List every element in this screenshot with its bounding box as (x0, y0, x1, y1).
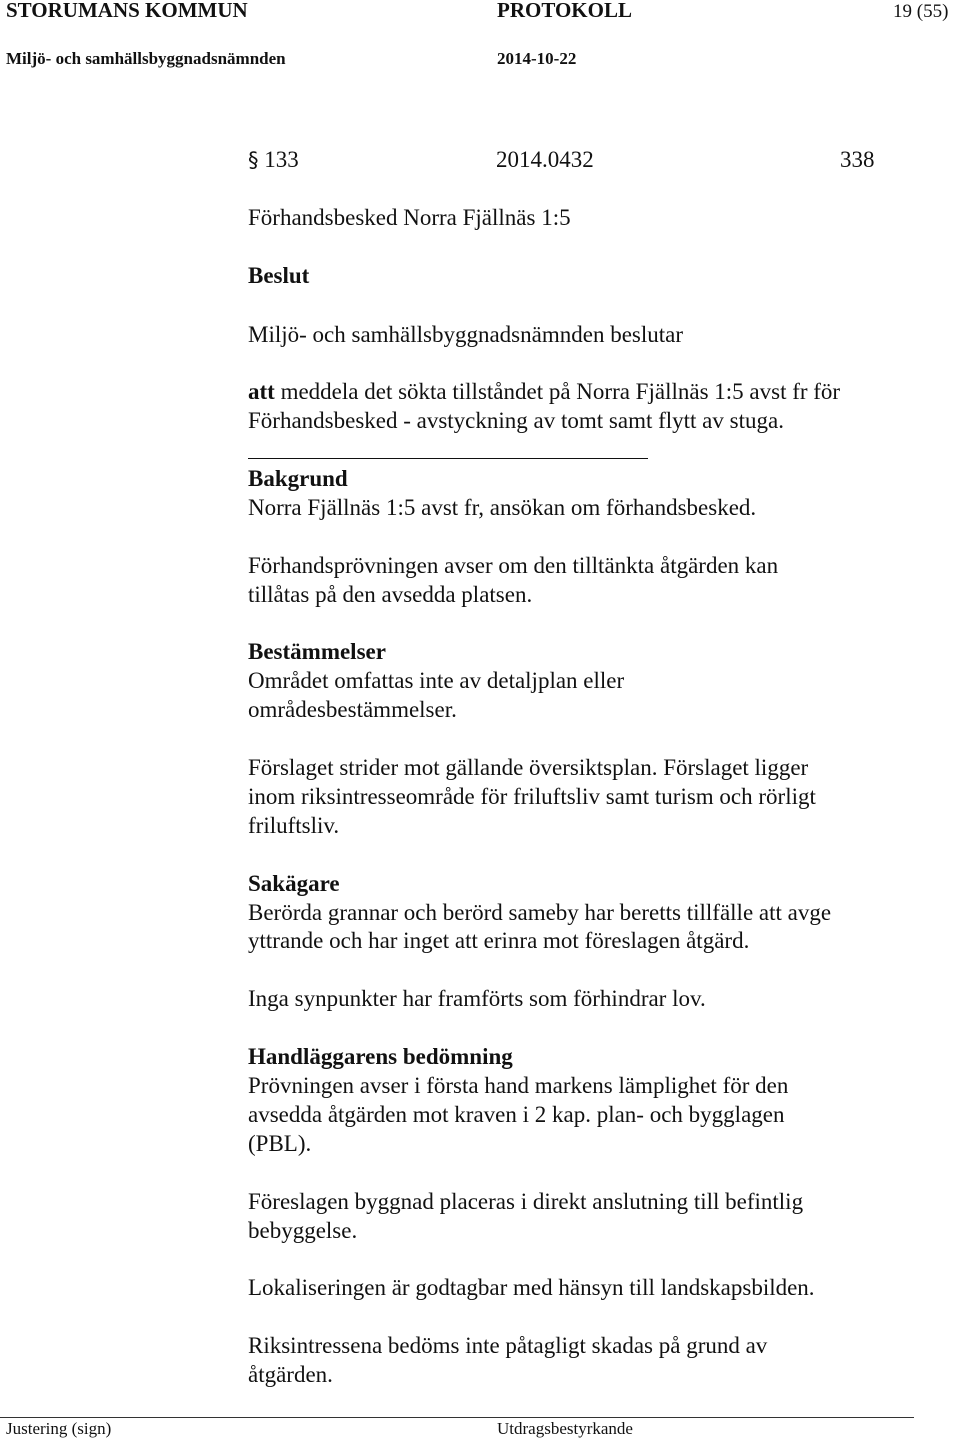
provisions-text-1b: områdesbestämmelser. (248, 697, 457, 722)
paragraph-title: Förhandsbesked Norra Fjällnäs 1:5 (248, 205, 571, 230)
decision-text: meddela det sökta tillståndet på Norra Fjällnäs 1:5 avst fr för (274, 379, 841, 404)
paragraph-line (248, 145, 299, 175)
assessment-text-4a: Riksintressena bedöms inte påtagligt skadas på grund av (248, 1333, 768, 1358)
stakeholders-text-1a: Berörda grannar och berörd sameby har beretts tillfälle att avge (248, 900, 832, 925)
provisions-text-1a: Området omfattas inte av detaljplan eller (248, 668, 625, 693)
provisions-heading: Bestämmelser (248, 639, 386, 664)
assessment-text-4b: åtgärden. (248, 1362, 333, 1387)
assessment-text-1a: Prövningen avser i första hand markens lämplighet för den (248, 1073, 789, 1098)
background-text-1: Norra Fjällnäs 1:5 avst fr, ansökan om förhandsbesked. (248, 495, 757, 520)
background-heading: Bakgrund (248, 466, 348, 491)
assessment-text-2b: bebyggelse. (248, 1218, 358, 1243)
decision-line-2: Förhandsbesked - avstyckning av tomt samt flytt av stuga. (248, 408, 784, 433)
committee-name: Miljö- och samhällsbyggnadsnämnden (6, 49, 286, 68)
meeting-date: 2014-10-22 (497, 49, 577, 68)
footer-rule (0, 1417, 914, 1418)
page-number: 19 (55) (893, 1, 949, 22)
decision-intro: Miljö- och samhällsbyggnadsnämnden beslutar (248, 322, 684, 347)
section-symbol: § (248, 148, 259, 172)
background-text-2a: Förhandsprövningen avser om den tilltänkta åtgärden kan (248, 553, 779, 578)
assessment-text-2a: Föreslagen byggnad placeras i direkt anslutning till befintlig (248, 1189, 804, 1214)
att-word: att (248, 379, 275, 404)
org-name: STORUMANS KOMMUN (6, 0, 248, 22)
signature-label: Justering (sign) (6, 1419, 112, 1438)
doc-type: PROTOKOLL (497, 0, 632, 22)
assessment-text-1b: avsedda åtgärden mot kraven i 2 kap. plan- och bygglagen (248, 1102, 785, 1127)
divider (248, 458, 648, 459)
stakeholders-heading: Sakägare (248, 871, 340, 896)
provisions-text-2c: friluftsliv. (248, 813, 340, 838)
stakeholders-text-1b: yttrande och har inget att erinra mot föreslagen åtgärd. (248, 928, 750, 953)
stakeholders-text-2: Inga synpunkter har framförts som förhindrar lov. (248, 986, 706, 1011)
assessment-text-1c: (PBL). (248, 1131, 312, 1156)
extract-certification-label: Utdragsbestyrkande (497, 1419, 633, 1438)
paragraph-number: 133 (264, 147, 299, 172)
background-text-2b: tillåtas på den avsedda platsen. (248, 582, 533, 607)
provisions-text-2a: Förslaget strider mot gällande översiktsplan. Förslaget ligger (248, 755, 809, 780)
case-number: 2014.0432 (496, 147, 594, 172)
decision-heading: Beslut (248, 263, 310, 288)
decision-line-1 (248, 377, 840, 406)
provisions-text-2b: inom riksintresseområde för friluftsliv samt turism och rörligt (248, 784, 816, 809)
assessment-text-3: Lokaliseringen är godtagbar med hänsyn till landskapsbilden. (248, 1275, 815, 1300)
reference-number: 338 (840, 147, 875, 172)
assessment-heading: Handläggarens bedömning (248, 1044, 513, 1069)
